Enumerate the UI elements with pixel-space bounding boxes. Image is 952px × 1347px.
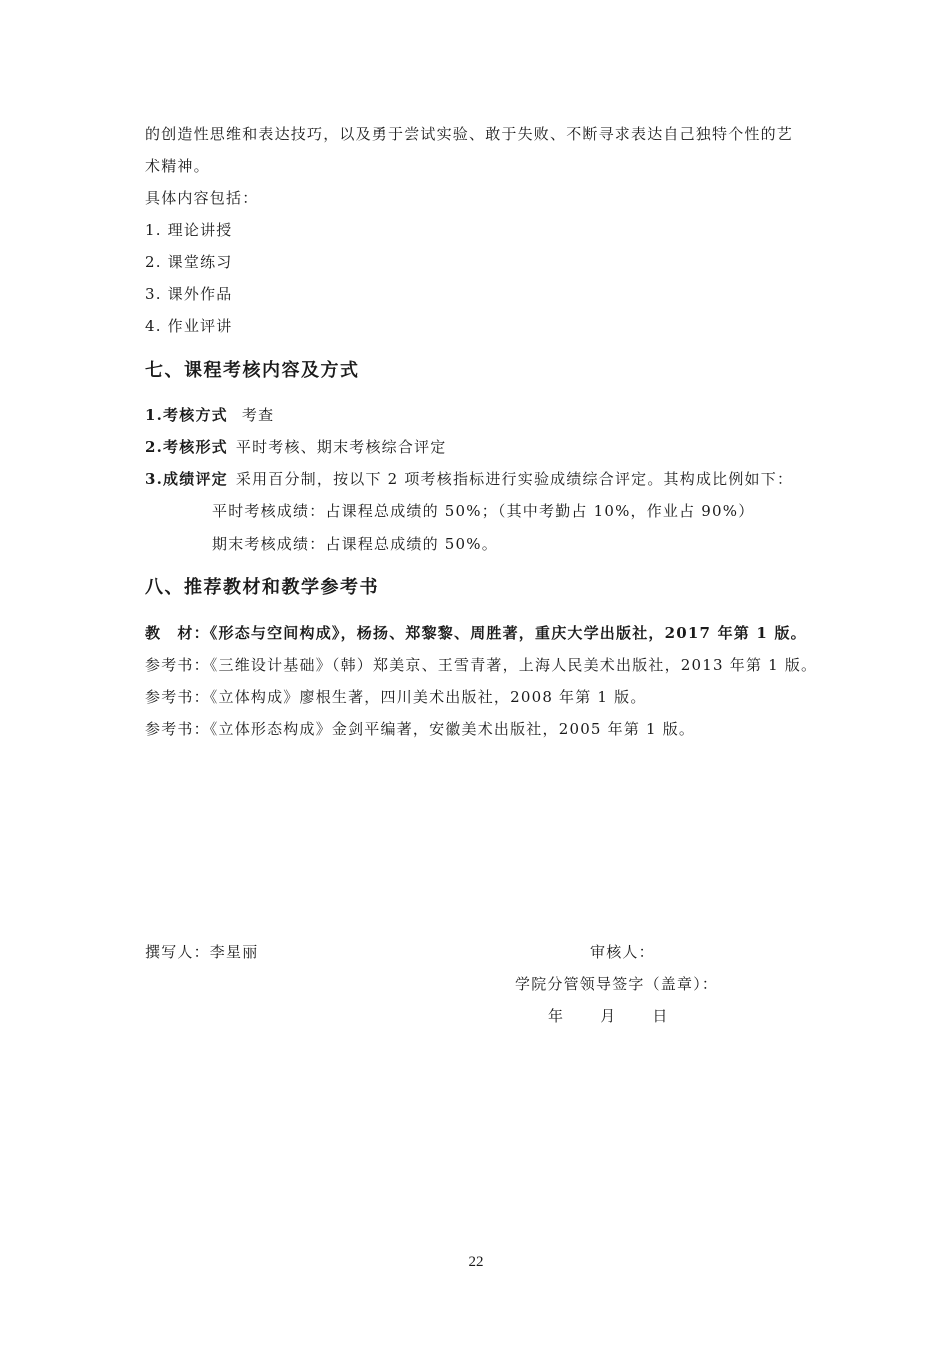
dean-signature: 学院分管领导签字（盖章）： [515,975,719,993]
grading-detail-regular: 平时考核成绩：占课程总成绩的 50%；（其中考勤占 10%，作业占 90%） [212,502,755,520]
content-item: 2. 课堂练习 [145,253,233,271]
grading-row [145,469,793,489]
intro-line-2: 术精神。 [145,157,210,175]
date-year: 年 [548,1007,565,1025]
reference-line: 参考书：《立体构成》廖根生著，四川美术出版社，2008 年第 1 版。 [145,688,647,706]
date-month: 月 [600,1007,617,1025]
reviewer-signature: 审核人： [590,943,655,961]
assess-method-row [145,405,274,425]
section-8-heading: 八、推荐教材和教学参考书 [145,577,379,598]
page-number: 22 [468,1254,484,1270]
intro-line-1: 的创造性思维和表达技巧，以及勇于尝试实验、敢于失败、不断寻求表达自己独特个性的艺 [145,125,794,143]
reference-line: 参考书：《三维设计基础》（韩）郑美京、王雪青著，上海人民美术出版社，2013 年第 1 版。 [145,656,818,674]
grading-label: 3.成绩评定 [145,470,228,488]
assess-form-label: 2.考核形式 [145,438,228,456]
signature-date [548,1006,669,1026]
section-7-heading: 七、课程考核内容及方式 [145,360,360,381]
grading-value: 采用百分制，按以下 2 项考核指标进行实验成绩综合评定。其构成比例如下： [235,470,794,488]
textbook-line: 教 材：《形态与空间构成》，杨扬、郑黎黎、周胜著，重庆大学出版社，2017 年第 1 版。 [145,624,807,642]
reference-line: 参考书：《立体形态构成》金剑平编著，安徽美术出版社，2005 年第 1 版。 [145,720,696,738]
assess-form-value: 平时考核、期末考核综合评定 [235,438,447,456]
writer-signature: 撰写人：李星丽 [145,943,259,961]
content-item: 1. 理论讲授 [145,221,233,239]
assess-method-value: 考查 [241,406,275,424]
assess-method-label: 1.考核方式 [145,406,228,424]
content-item: 4. 作业评讲 [145,317,233,335]
content-item: 3. 课外作品 [145,285,233,303]
content-label: 具体内容包括： [145,189,259,207]
date-day: 日 [652,1007,669,1025]
assess-form-row [145,437,446,457]
grading-detail-final: 期末考核成绩：占课程总成绩的 50%。 [212,535,498,553]
